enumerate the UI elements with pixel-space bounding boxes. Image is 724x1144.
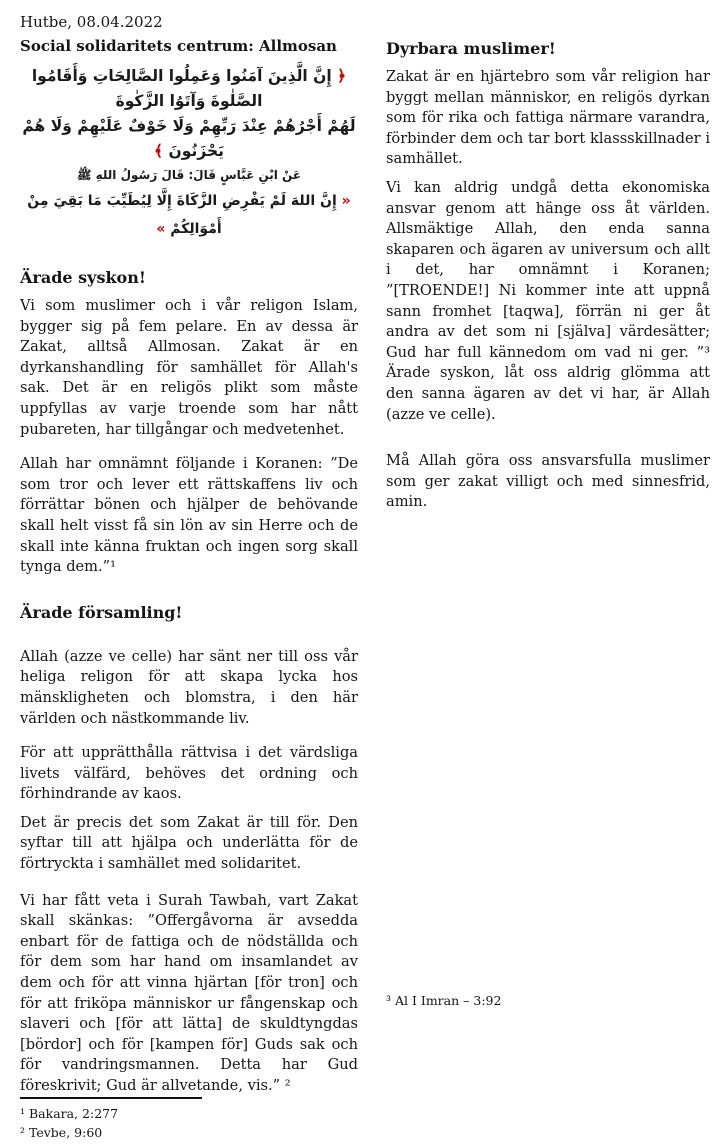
body-paragraph: Allah har omnämnt följande i Koranen: ”De som tror och lever ett rättskaffens liv och förrättar bönen och hjälper de behövande skall helt visst få sin lön av sin Herre och de skall inte känna fruktan och ingen sorg skall tynga dem.”¹ <box>20 455 358 576</box>
guillemet-open: « <box>341 193 351 209</box>
footnote: ³ Al I Imran – 3:92 <box>386 993 502 1008</box>
arabic-quotation-block <box>20 64 358 243</box>
hadith-line <box>20 187 358 243</box>
ornate-open-bracket: ﴿ <box>337 67 347 85</box>
hadith-narrator-line: عَنْ ابْنِ عَبَّاسٍ قَالَ: قَالَ رَسُولُ اللهِ ﷺ <box>76 168 302 182</box>
body-paragraph: Det är precis det som Zakat är till för. Den syftar till att hjälpa och underlätta för de förtryckta i samhället med solidaritet. <box>20 813 358 873</box>
quran-verse-text-1: إِنَّ الَّذِينَ آمَنُوا وَعَمِلُوا الصَّالِحَاتِ وَأَقَامُوا الصَّلٰوةَ وَآتَوُا الزَّكٰوةَ <box>31 67 332 110</box>
footnotes-right <box>386 991 710 1016</box>
document-title: Social solidaritets centrum: Allmosan <box>20 37 337 55</box>
quran-verse-line-1 <box>20 64 358 114</box>
section-heading-dyrbara-muslimer: Dyrbara muslimer! <box>386 39 556 58</box>
footnote-divider <box>20 1097 202 1099</box>
guillemet-close: » <box>156 221 166 237</box>
body-paragraph: Må Allah göra oss ansvarsfulla muslimer som ger zakat villigt och med sinnesfrid, amin. <box>386 452 710 511</box>
section-heading-arade-forsamling: Ärade församling! <box>20 602 183 622</box>
body-paragraph: Vi som muslimer och i vår religon Islam, bygger sig på fem pelare. En av dessa är Zakat, alltså Allmosan. Zakat är en dyrkanshandling för samhället för Allah's sak. Det är en religös plikt som måste uppfyllas av varje troende som har nått pubareten, har tillgångar och medvetenhet. <box>20 297 358 438</box>
quran-verse-text-2: لَهُمْ أَجْرُهُمْ عِنْدَ رَبِّهِمْ وَلَا خَوْفٌ عَلَيْهِمْ وَلَا هُمْ يَحْزَنُونَ <box>22 117 356 160</box>
right-column <box>386 12 710 1016</box>
footnote: ¹ Bakara, 2:277 <box>20 1105 119 1121</box>
body-paragraph: För att upprätthålla rättvisa i det värdsliga livets välfärd, behöves det ordning och förhindrande av kaos. <box>20 744 358 803</box>
section-heading-arade-syskon: Ärade syskon! <box>20 268 146 287</box>
footnotes-left <box>20 1097 358 1144</box>
date-line: Hutbe, 08.04.2022 <box>20 13 163 31</box>
footnote: ² Tevbe, 9:60 <box>20 1124 103 1140</box>
body-paragraph: Allah (azze ve celle) har sänt ner till oss vår heliga religon för att skapa lycka hos mänskligheten och blomstra, i den här världen och nästkommande liv. <box>20 647 358 727</box>
body-paragraph: Zakat är en hjärtebro som vår religion har byggt mellan människor, en religös dyrkan som för rika och fattiga närmare varandra, förbinder dem och tar bort klassskillnader i samhället. <box>386 68 710 168</box>
left-column <box>20 12 358 1140</box>
quran-verse-line-2 <box>20 114 358 164</box>
hadith-text: إِنَّ اللهَ لَمْ يَفْرِضِ الزَّكَاةَ إِلَّا لِيُطَيِّبَ مَا بَقِيَ مِنْ أَمْوَالِكُمْ <box>27 193 337 237</box>
ornate-close-bracket: ﴾ <box>154 142 164 160</box>
body-paragraph: Vi kan aldrig undgå detta ekonomiska ansvar genom att hänge oss åt världen. Allsmäktige Allah, den enda sanna skaparen och ägaren av universum och allt i det, har omnämnt i Koranen; ”[TROENDE!] Ni kommer inte att uppnå sann fromhet [taqwa], förrän ni ger åt andra av det som ni [själva] värdesätter; Gud har full kännedom om vad ni ger. ”³ Ärade syskon, låt oss aldrig glömma att den sanna ägaren av det vi har, är Allah (azze ve celle). <box>386 178 710 423</box>
body-paragraph: Vi har fått veta i Surah Tawbah, vart Zakat skall skänkas: ”Offergåvorna är avsedda enbart för de fattiga och de nödställda och för dem som har hand om insamlandet av dem och för att vinna hjärtan [för tron] och för att friköpa människor ur fångenskap och slaveri och [för att lätta] de skuldtyngdas [bördor] och för [kampen för] Guds sak och för vandringsmannen. Detta har Gud föreskrivit; Gud är allvetande, vis.” ² <box>20 891 358 1094</box>
